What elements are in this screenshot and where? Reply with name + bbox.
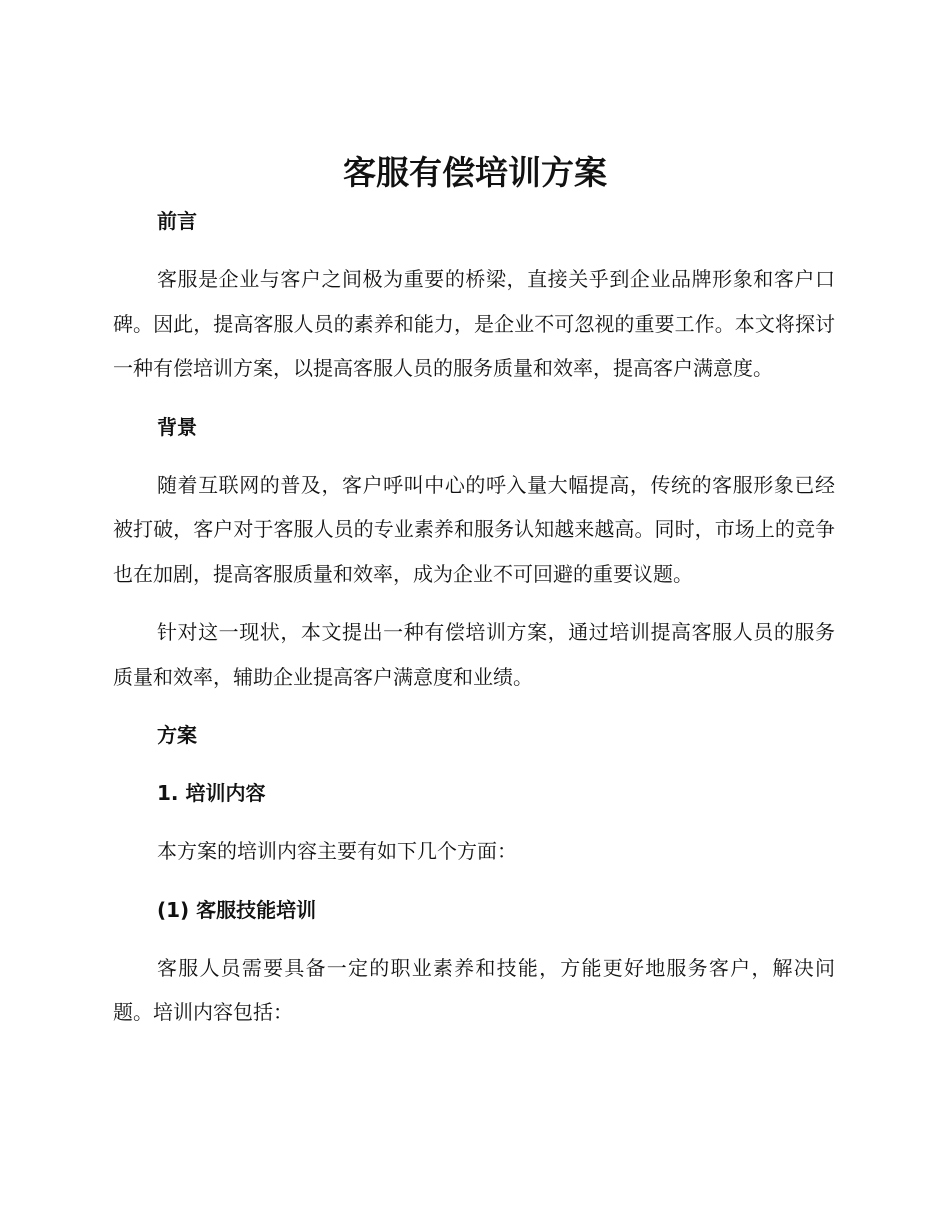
- document-title: 客服有偿培训方案: [343, 153, 607, 192]
- subheading-training-content: 1. 培训内容: [157, 781, 266, 805]
- section-heading-preface: 前言: [157, 209, 197, 233]
- paragraph-background-1: 随着互联网的普及，客户呼叫中心的呼入量大幅提高，传统的客服形象已经被打破，客户对于客服人员的专业素养和服务认知越来越高。同时，市场上的竞争也在加剧，提高客服质量和效率，成为企业不可回避的重要议题。: [113, 472, 835, 586]
- section-heading-plan: 方案: [157, 723, 197, 747]
- section-heading-background: 背景: [157, 414, 197, 439]
- paragraph-training-content: 本方案的培训内容主要有如下几个方面：: [157, 839, 517, 863]
- paragraph-skill-training: 客服人员需要具备一定的职业素养和技能，方能更好地服务客户，解决问题。培训内容包括：: [113, 955, 835, 1024]
- subheading-skill-training: (1) 客服技能培训: [157, 897, 317, 922]
- paragraph-preface: 客服是企业与客户之间极为重要的桥梁，直接关乎到企业品牌形象和客户口碑。因此，提高客服人员的素养和能力，是企业不可忽视的重要工作。本文将探讨一种有偿培训方案，以提高客服人员的服务质量和效率，提高客户满意度。: [113, 267, 835, 380]
- paragraph-background-2: 针对这一现状，本文提出一种有偿培训方案，通过培训提高客服人员的服务质量和效率，辅助企业提高客户满意度和业绩。: [113, 620, 835, 689]
- document-body: [113, 199, 835, 1049]
